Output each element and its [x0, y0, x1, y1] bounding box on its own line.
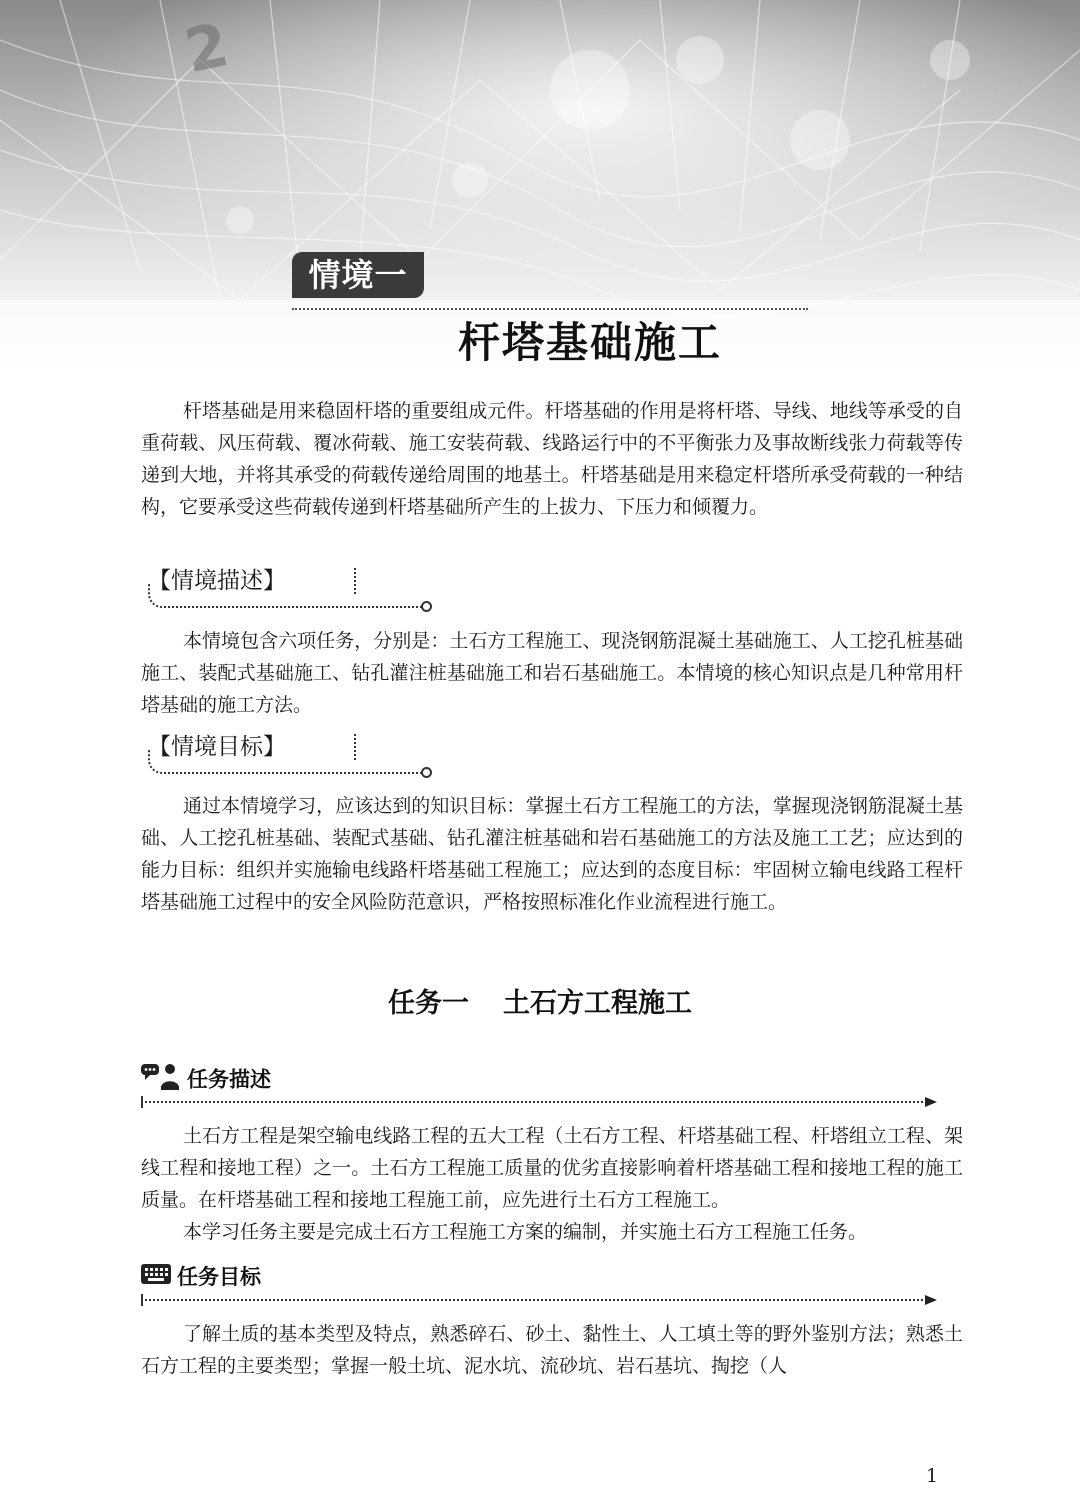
task-description-heading [141, 1062, 271, 1094]
task-name: 土石方工程施工 [503, 988, 692, 1019]
intro-paragraph: 杆塔基础是用来稳固杆塔的重要组成元件。杆塔基础的作用是将杆塔、导线、地线等承受的自重荷载、风压荷载、覆冰荷载、施工安装荷载、线路运行中的不平衡张力及事故断线张力荷载等传递到大地，并将其承受的荷载传递给周围的地基土。杆塔基础是用来稳定杆塔所承受荷载的一种结构，它要承受这些荷载传递到杆塔基础所产生的上拔力、下压力和倾覆力。 [141, 400, 963, 518]
task-number: 任务一 [388, 988, 469, 1019]
people-chat-icon [141, 1062, 181, 1099]
task-goals-text: 了解土质的基本类型及特点，熟悉碎石、砂土、黏性土、人工填土等的野外鉴别方法；熟悉土石方工程的主要类型；掌握一般土坑、泥水坑、流砂坑、岩石基坑、掏挖（人 [141, 1323, 963, 1377]
scenario-description-bracket [148, 584, 424, 608]
task-goals-arrow [141, 1299, 931, 1301]
keyboard-icon [141, 1262, 171, 1295]
page-number: 1 [926, 1465, 939, 1487]
scenario-goals-heading: 【情境目标】 [148, 734, 286, 760]
scenario-description-text: 本情境包含六项任务，分别是：土石方工程施工、现浇钢筋混凝土基础施工、人工挖孔桩基础施工、装配式基础施工、钻孔灌注桩基础施工和岩石基础施工。本情境的核心知识点是几种常用杆塔基础的施工方法。 [141, 630, 963, 716]
task-goals-heading-text: 任务目标 [177, 1265, 261, 1289]
page-title: 杆塔基础施工 [457, 318, 722, 367]
task-goals-heading [141, 1261, 261, 1293]
title-divider [292, 308, 808, 310]
task-title [0, 986, 1080, 1022]
scenario-goals-bracket [148, 750, 424, 774]
chapter-badge: 情境一 [292, 252, 424, 298]
task-description-arrow [141, 1101, 931, 1103]
task-description-paragraph-1: 土石方工程是架空输电线路工程的五大工程（土石方工程、杆塔基础工程、杆塔组立工程、架线工程和接地工程）之一。土石方工程施工质量的优劣直接影响着杆塔基础工程和接地工程的施工质量。在杆塔基础工程和接地工程施工前，应先进行土石方工程施工。 [141, 1125, 963, 1211]
scenario-description-heading: 【情境描述】 [148, 568, 286, 594]
svg-text:2: 2 [179, 9, 235, 88]
task-description-paragraph-2: 本学习任务主要是完成土石方工程施工方案的编制，并实施土石方工程施工任务。 [183, 1221, 868, 1243]
scenario-goals-text: 通过本情境学习，应该达到的知识目标：掌握土石方工程施工的方法，掌握现浇钢筋混凝土基础、人工挖孔桩基础、装配式基础、钻孔灌注桩基础和岩石基础施工的方法及施工工艺；应达到的能力目标：组织并实施输电线路杆塔基础工程施工；应达到的态度目标：牢固树立输电线路工程杆塔基础施工过程中的安全风险防范意识，严格按照标准化作业流程进行施工。 [141, 795, 963, 913]
task-description-heading-text: 任务描述 [187, 1067, 271, 1092]
